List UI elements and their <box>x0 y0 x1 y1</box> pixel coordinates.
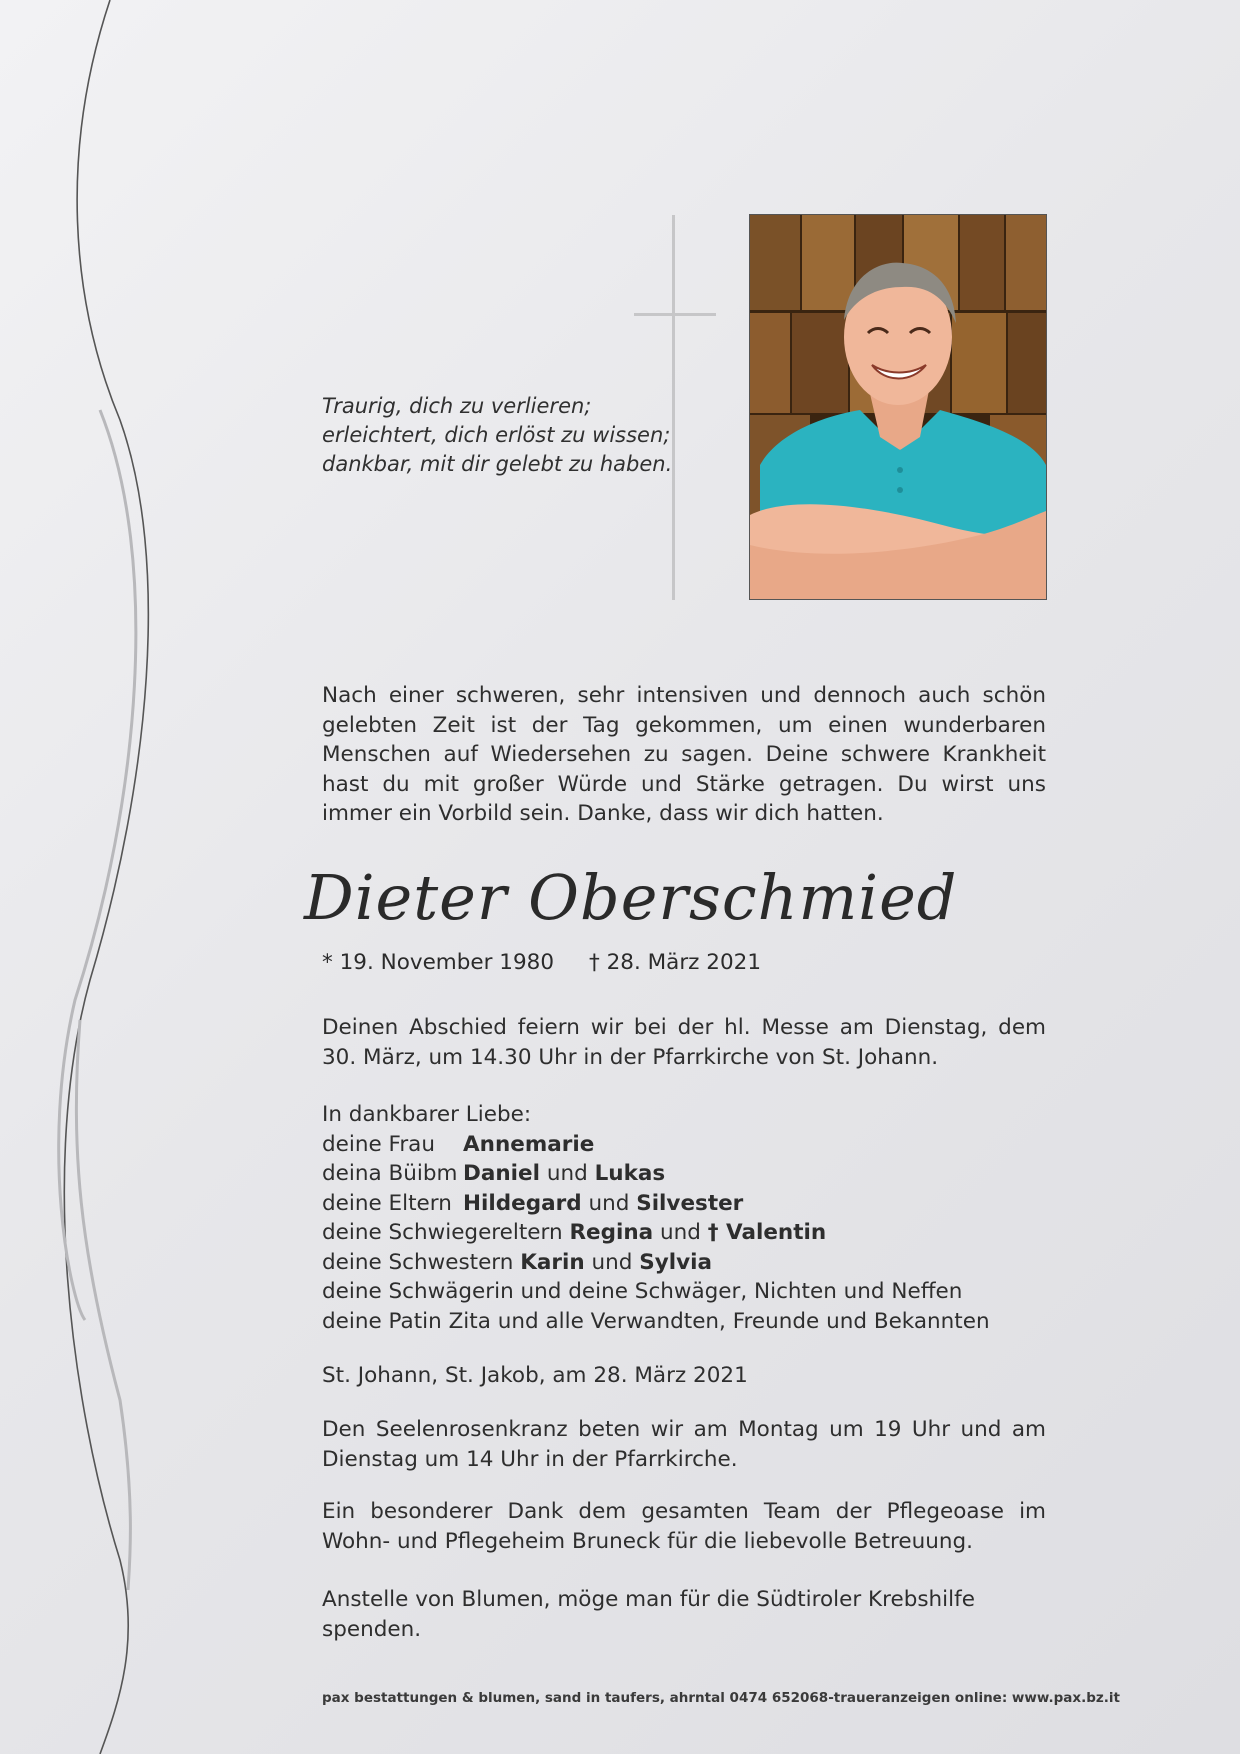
mourner-name: Karin <box>520 1249 585 1275</box>
mourner-name: Silvester <box>636 1190 744 1216</box>
conjunction: und <box>588 1190 630 1216</box>
donation-notice: Anstelle von Blumen, möge man für die Südtiroler Krebshilfe spenden. <box>322 1587 975 1642</box>
portrait-photo <box>750 215 1046 599</box>
mourner-name: Annemarie <box>463 1131 595 1157</box>
quote <box>322 392 673 479</box>
mourner-name: Hildegard <box>463 1190 582 1216</box>
quote-line: dankbar, mit dir gelebt zu haben. <box>322 452 673 476</box>
mourners-intro: In dankbarer Liebe: <box>322 1102 532 1127</box>
conjunction: und <box>591 1249 633 1275</box>
mourner-row: deine Schwägerin und deine Schwäger, Nichten und Neffen <box>322 1279 963 1304</box>
mourner-row <box>322 1130 1046 1160</box>
footer-imprint: pax bestattungen & blumen, sand in taufers, ahrntal 0474 652068-traueranzeigen online: www.pax.bz.it <box>322 1690 1120 1706</box>
mourner-name: Lukas <box>594 1161 666 1186</box>
place-date: St. Johann, St. Jakob, am 28. März 2021 <box>322 1363 748 1388</box>
mourner-row <box>322 1189 1046 1219</box>
quote-line: Traurig, dich zu verlieren; <box>322 394 592 418</box>
mourner-row <box>322 1248 1046 1278</box>
mourner-row <box>322 1218 1046 1248</box>
rosary-notice: Den Seelenrosenkranz beten wir am Montag um 19 Uhr und am Dienstag um 14 Uhr in der Pfarrkirche. <box>322 1417 1046 1472</box>
mourner-name: † Valentin <box>707 1220 827 1245</box>
mourners-list <box>322 1100 1046 1336</box>
intro-paragraph: Nach einer schweren, sehr intensiven und dennoch auch schön gelebten Zeit ist der Tag gekommen, um einen wunderbaren Menschen auf Wiedersehen zu sagen. Deine schwere Krankheit hast du mit großer Würde und Stärke getragen. Du wirst uns immer ein Vorbild sein. Danke, dass wir dich hatten. <box>322 683 1046 826</box>
birth-date: * 19. November 1980 <box>322 950 555 975</box>
death-date: † 28. März 2021 <box>589 950 762 975</box>
funeral-notice: Deinen Abschied feiern wir bei der hl. Messe am Dienstag, dem 30. März, um 14.30 Uhr in der Pfarrkirche von St. Johann. <box>322 1015 1046 1070</box>
thanks-notice: Ein besonderer Dank dem gesamten Team der Pflegeoase im Wohn- und Pflegeheim Bruneck für die liebevolle Betreuung. <box>322 1499 1046 1554</box>
relation-label: deine Schwestern <box>322 1249 514 1275</box>
relation-label: deina Büibm <box>322 1161 458 1186</box>
mourner-name: Regina <box>569 1220 654 1245</box>
relation-label: deine Eltern <box>322 1190 452 1216</box>
mourner-name: Sylvia <box>639 1249 713 1275</box>
mourner-name: Daniel <box>463 1161 540 1186</box>
life-dates <box>322 948 762 977</box>
mourner-row <box>322 1159 1046 1189</box>
conjunction: und <box>660 1220 701 1245</box>
relation-label: deine Frau <box>322 1131 435 1157</box>
conjunction: und <box>546 1161 588 1186</box>
deceased-name: Dieter Oberschmied <box>304 861 958 934</box>
mourner-row: deine Patin Zita und alle Verwandten, Freunde und Bekannten <box>322 1308 990 1334</box>
relation-label: deine Schwiegereltern <box>322 1220 563 1245</box>
quote-line: erleichtert, dich erlöst zu wissen; <box>322 423 671 447</box>
